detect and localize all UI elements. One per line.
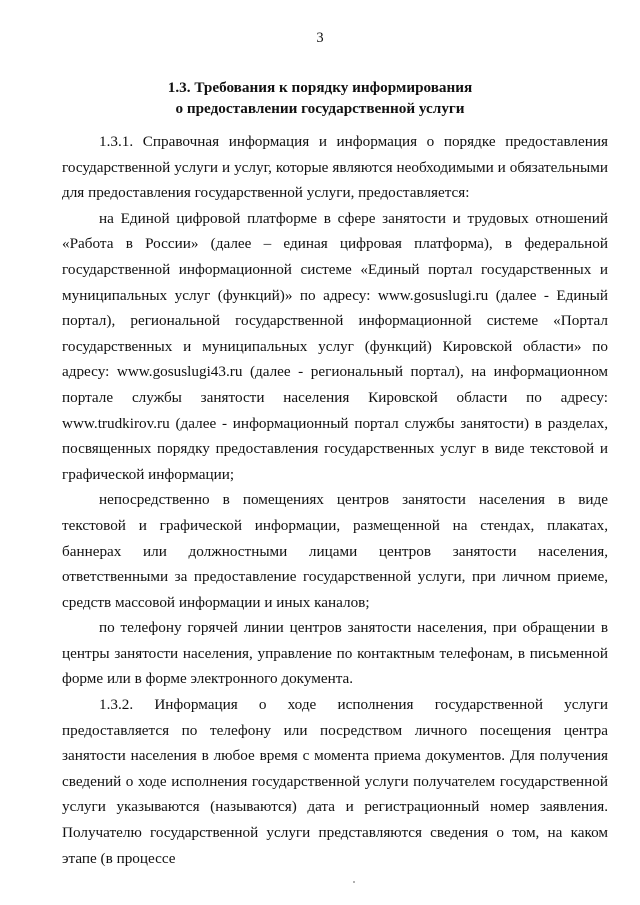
- paragraph-1-3-2: 1.3.2. Информация о ходе исполнения государственной услуги предоставляется по телефону или посредством личного посещения центра занятости населения в любое время с момента приема документов. Для получения сведений о ходе исполнения государственной услуги получателем государственной услуги указываются (называются) дата и регистрационный номер заявления. Получателю государственной услуги представляются сведения о том, на каком этапе (в процессе: [62, 696, 608, 867]
- document-body: [62, 129, 608, 871]
- page-number: 3: [316, 30, 324, 46]
- paragraph-premises: непосредственно в помещениях центров занятости населения в виде текстовой и графической информации, размещенной на стендах, плакатах, баннерах или должностными лицами центров занятости населения, ответственными за предоставление государственной услуги, при личном приеме, средств массовой информации и иных каналов;: [62, 491, 608, 611]
- section-title-line-2: о предоставлении государственной услуги: [175, 100, 465, 117]
- paragraph-hotline: по телефону горячей линии центров занятости населения, при обращении в центры занятости населения, управление по контактным телефонам, в письменной форме или в форме электронного документа.: [62, 619, 608, 688]
- paragraph-platforms: на Единой цифровой платформе в сфере занятости и трудовых отношений «Работа в России» (далее – единая цифровая платформа), в федеральной государственной информационной системе «Единый портал государственных и муниципальных услуг (функций)» по адресу: www.gosuslugi.ru (далее - Единый портал), региональной государственной информационной системе «Портал государственных и муниципальных услуг (функций) Кировской области» по адресу: www.gosuslugi43.ru (далее - региональный портал), на информационном портале службы занятости населения Кировской области по адресу: www.trudkirov.ru (далее - информационный портал службы занятости) в разделах, посвященных порядку предоставления государственных услуг в виде текстовой и графической информации;: [62, 209, 608, 483]
- section-title-line-1: 1.3. Требования к порядку информирования: [167, 79, 473, 96]
- section-heading: [0, 77, 640, 119]
- paragraph-1-3-1: 1.3.1. Справочная информация и информация о порядке предоставления государственной услуги и услуг, которые являются необходимыми и обязательными для предоставления государственной услуги, предоставляется:: [62, 133, 608, 202]
- scan-speck: [353, 881, 355, 883]
